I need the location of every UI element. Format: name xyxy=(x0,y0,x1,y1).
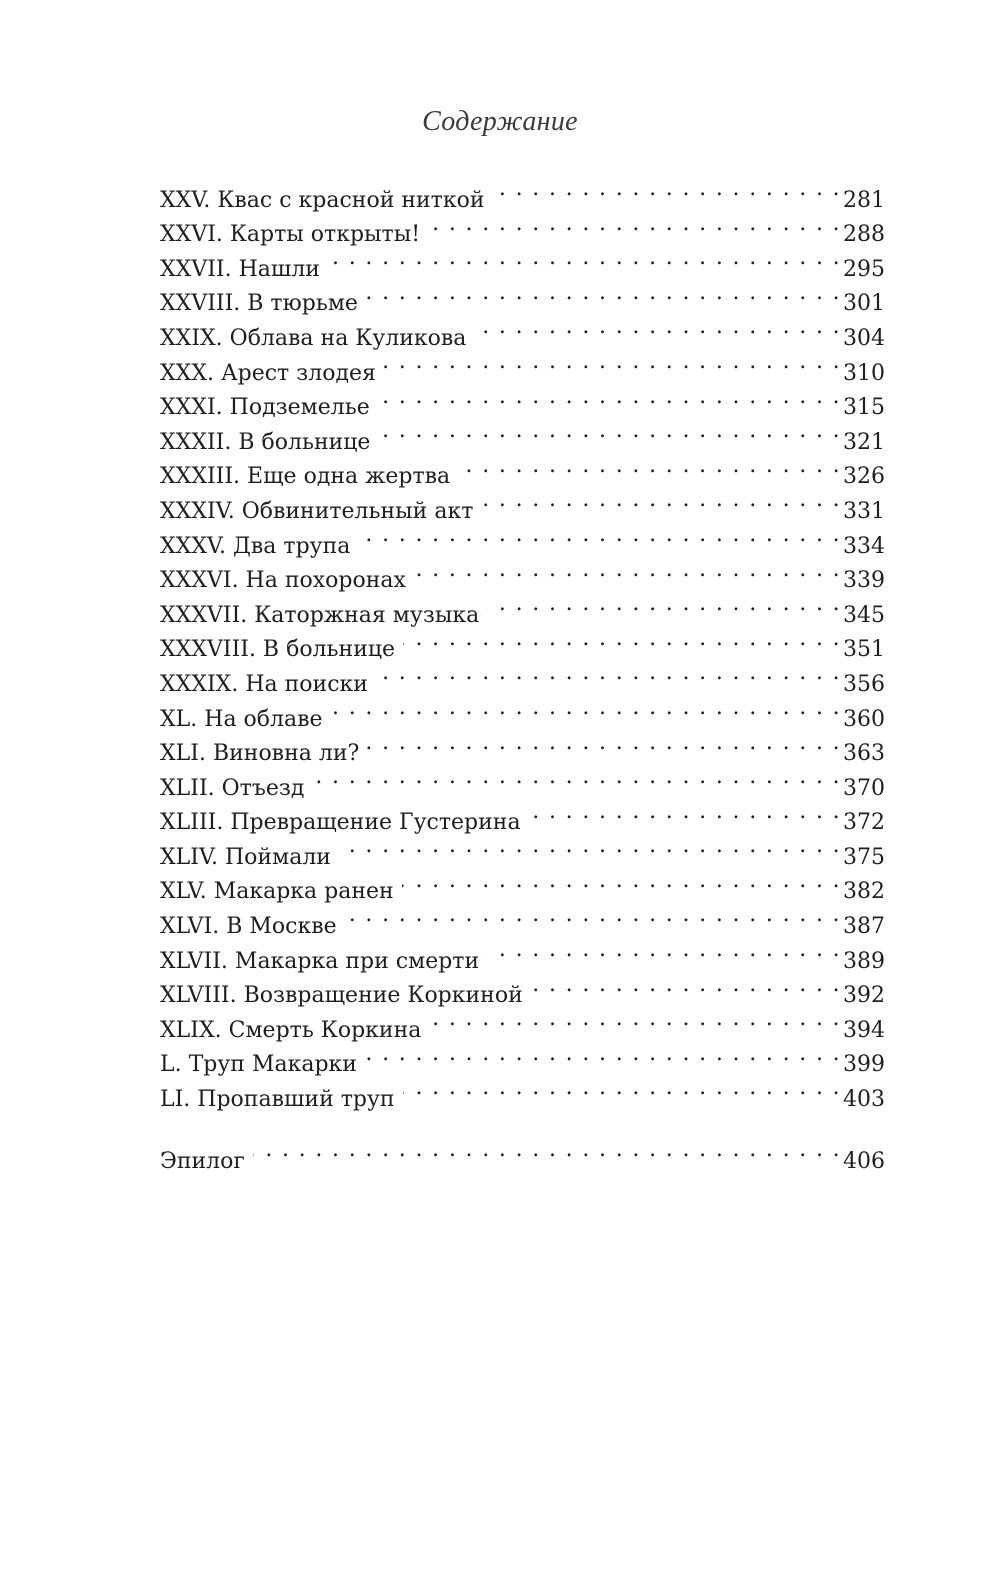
dot-leader xyxy=(378,414,841,449)
toc-entry-page: 382 xyxy=(843,879,885,905)
dot-leader xyxy=(529,795,841,830)
toc-entry-title: XL. На облаве xyxy=(160,706,323,732)
dot-leader xyxy=(402,864,841,899)
toc-entry-page: 356 xyxy=(843,671,885,697)
toc-entry-title: LI. Пропавший труп xyxy=(160,1087,395,1113)
toc-entry-title: XLII. Отъезд xyxy=(160,775,305,801)
toc-entry-page: 326 xyxy=(843,464,885,490)
toc-epilogue xyxy=(160,1133,885,1174)
toc-entry-title: XLV. Макарка ранен xyxy=(160,879,394,905)
dot-leader xyxy=(367,726,841,761)
toc-entry-title: XLIII. Превращение Густерина xyxy=(160,810,521,836)
toc-entry-title: XXXVI. На похоронах xyxy=(160,568,406,594)
toc-entry-page: 394 xyxy=(843,1017,885,1043)
dot-leader xyxy=(474,310,841,345)
toc-entry-title: L. Труп Макарки xyxy=(160,1052,357,1078)
toc-entry-title: XXVI. Карты открыты! xyxy=(160,222,421,248)
dot-leader xyxy=(403,1071,841,1106)
toc-entry xyxy=(160,172,885,213)
dot-leader xyxy=(345,898,841,933)
toc-entry-page: 399 xyxy=(843,1052,885,1078)
toc-entry xyxy=(160,1133,885,1174)
toc-entry-title: XXVIII. В тюрьме xyxy=(160,291,358,317)
toc-entry-page: 351 xyxy=(843,637,885,663)
toc-entry-page: 345 xyxy=(843,602,885,628)
dot-leader xyxy=(403,622,841,657)
toc-entry-title: XXVII. Нашли xyxy=(160,256,320,282)
dot-leader xyxy=(531,968,841,1003)
toc-entry-page: 403 xyxy=(843,1087,885,1113)
toc-entry-title: XXXII. В больнице xyxy=(160,429,371,455)
dot-leader xyxy=(331,691,841,726)
toc-entry-page: 363 xyxy=(843,741,885,767)
toc-entry-page: 295 xyxy=(843,256,885,282)
toc-entry-page: 310 xyxy=(843,360,885,386)
dot-leader xyxy=(429,1002,841,1037)
dot-leader xyxy=(487,933,841,968)
toc-entry-title: XLI. Виновна ли? xyxy=(160,741,360,767)
toc-entry-page: 339 xyxy=(843,568,885,594)
dot-leader xyxy=(366,276,841,311)
toc-entry-title: XLVIII. Возвращение Коркиной xyxy=(160,983,523,1009)
dot-leader xyxy=(339,829,841,864)
table-of-contents xyxy=(160,172,885,1113)
toc-entry-page: 288 xyxy=(843,222,885,248)
dot-leader xyxy=(376,656,841,691)
toc-entry-page: 315 xyxy=(843,395,885,421)
dot-leader xyxy=(428,207,841,242)
dot-leader xyxy=(414,553,841,588)
dot-leader xyxy=(328,241,841,276)
toc-entry-page: 372 xyxy=(843,810,885,836)
toc-entry-title: XXXI. Подземелье xyxy=(160,395,370,421)
toc-entry-page: 406 xyxy=(843,1148,885,1174)
dot-leader xyxy=(487,587,841,622)
toc-entry-title: XLIX. Смерть Коркина xyxy=(160,1017,422,1043)
toc-entry-page: 370 xyxy=(843,775,885,801)
dot-leader xyxy=(253,1133,841,1168)
running-head: Содержание xyxy=(422,106,578,137)
toc-entry-page: 301 xyxy=(843,291,885,317)
dot-leader xyxy=(458,449,841,484)
toc-entry-page: 334 xyxy=(843,533,885,559)
toc-entry-title: XLVII. Макарка при смерти xyxy=(160,948,480,974)
toc-entry-title: XXV. Квас с красной ниткой xyxy=(160,187,485,213)
dot-leader xyxy=(365,1037,841,1072)
toc-entry-title: XXXIII. Еще одна жертва xyxy=(160,464,451,490)
toc-entry-title: XLIV. Поймали xyxy=(160,844,331,870)
toc-entry-title: XXXIX. На поиски xyxy=(160,671,368,697)
toc-entry-title: XXXIV. Обвинительный акт xyxy=(160,498,474,524)
toc-entry-page: 281 xyxy=(843,187,885,213)
dot-leader xyxy=(481,483,841,518)
toc-entry-page: 387 xyxy=(843,914,885,940)
toc-entry-title: XXIX. Облава на Куликова xyxy=(160,325,467,351)
toc-entry-title: XXXVIII. В больнице xyxy=(160,637,396,663)
toc-entry-page: 321 xyxy=(843,429,885,455)
dot-leader xyxy=(312,760,841,795)
dot-leader xyxy=(378,380,841,415)
dot-leader xyxy=(384,345,841,380)
toc-entry-page: 304 xyxy=(843,325,885,351)
dot-leader xyxy=(493,172,842,207)
toc-entry-title: XLVI. В Москве xyxy=(160,914,337,940)
toc-entry-title: Эпилог xyxy=(160,1148,245,1174)
toc-entry-page: 389 xyxy=(843,948,885,974)
dot-leader xyxy=(358,518,841,553)
toc-entry-page: 392 xyxy=(843,983,885,1009)
toc-entry-title: XXXVII. Каторжная музыка xyxy=(160,602,480,628)
toc-entry-title: XXX. Арест злодея xyxy=(160,360,376,386)
toc-entry-page: 360 xyxy=(843,706,885,732)
toc-entry-page: 331 xyxy=(843,498,885,524)
toc-entry-title: XXXV. Два трупа xyxy=(160,533,351,559)
toc-entry-page: 375 xyxy=(843,844,885,870)
